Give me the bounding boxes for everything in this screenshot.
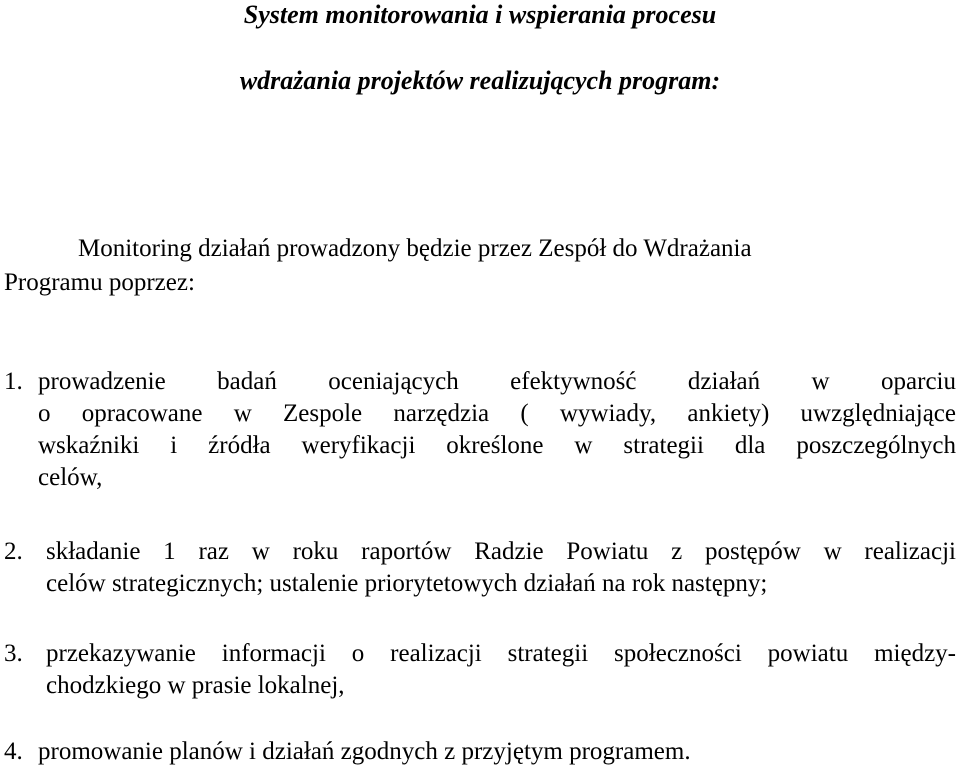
list-item-line: prowadzenie badań oceniających efektywność działań w oparciu [38, 368, 956, 395]
intro-paragraph [4, 232, 956, 300]
list-item-line: celów strategicznych; ustalenie priorytetowych działań na rok następny; [46, 570, 768, 597]
intro-line-2: Programu poprzez: [4, 269, 195, 296]
document-title-line-1: System monitorowania i wspierania procesu [243, 0, 717, 29]
list-item-line: o opracowane w Zespole narzędzia ( wywiady, ankiety) uwzględniające [38, 400, 956, 427]
list-item-line: celów, [38, 464, 103, 491]
intro-line-1: Monitoring działań prowadzony będzie przez Zespół do Wdrażania [78, 235, 752, 262]
list-item-text [38, 736, 956, 768]
list-item-line: przekazywanie informacji o realizacji strategii społeczności powiatu między- [46, 640, 956, 667]
list-item-text [46, 638, 956, 702]
list-item-line: wskaźniki i źródła weryfikacji określone w strategii dla poszczególnych [38, 432, 956, 459]
list-item-text [38, 366, 956, 494]
list-item-3 [4, 638, 956, 702]
list-item-line: składanie 1 raz w roku raportów Radzie Powiatu z postępów w realizacji [46, 538, 956, 565]
list-item-line: promowanie planów i działań zgodnych z przyjętym programem. [38, 738, 691, 765]
list-item-line: chodzkiego w prasie lokalnej, [46, 672, 345, 699]
list-item-1 [4, 366, 956, 494]
list-item-number: 3. [4, 640, 23, 667]
list-item-number: 1. [4, 368, 23, 395]
list-item-text [46, 536, 956, 600]
list-item-number: 2. [4, 538, 23, 565]
list-item-number: 4. [4, 738, 23, 765]
list-item-2 [4, 536, 956, 600]
list-item-4 [4, 736, 956, 768]
document-title-line-2: wdrażania projektów realizujących program: [239, 66, 721, 95]
